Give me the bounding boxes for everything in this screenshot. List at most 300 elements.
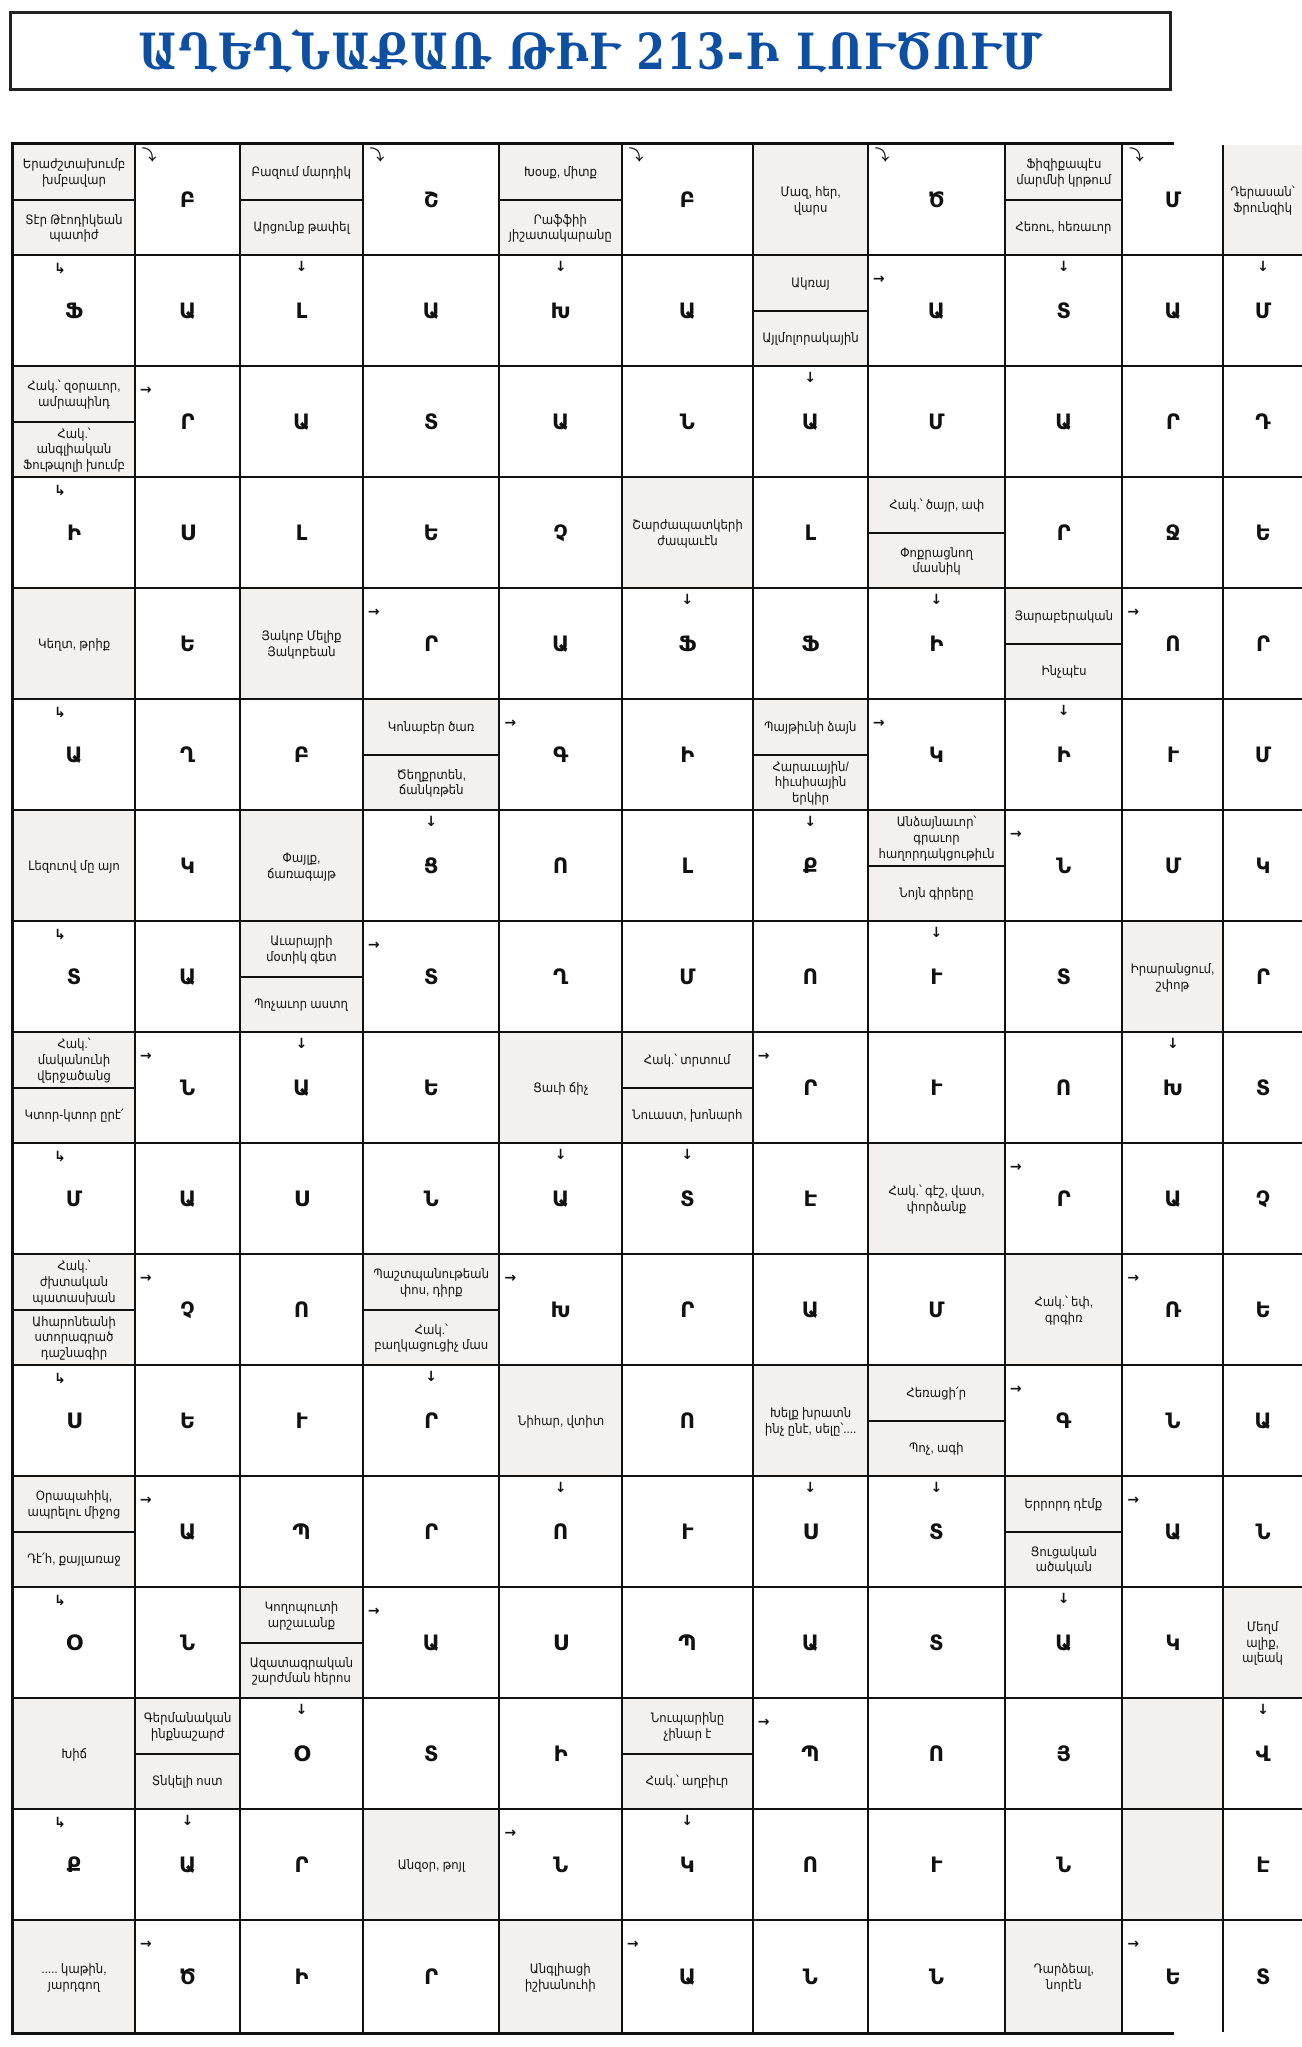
arrow-right-icon: → — [1009, 1381, 1022, 1397]
answer-cell[interactable] — [1006, 1033, 1124, 1144]
arrow-right-icon: → — [367, 604, 380, 620]
answer-letter: Է — [1256, 1852, 1270, 1877]
answer-cell[interactable] — [623, 1477, 754, 1588]
answer-cell[interactable] — [14, 700, 136, 811]
answer-cell[interactable] — [1224, 1477, 1301, 1588]
answer-letter: Յ — [1056, 1741, 1071, 1766]
answer-cell[interactable] — [364, 478, 500, 589]
clue-text: Այլմոլորակային — [762, 330, 859, 346]
answer-letter: Ն — [553, 1852, 569, 1877]
answer-cell[interactable] — [136, 478, 241, 589]
answer-cell[interactable] — [869, 1255, 1006, 1366]
answer-cell[interactable] — [241, 1255, 364, 1366]
answer-cell[interactable] — [1006, 1366, 1124, 1477]
arrow-right-icon: → — [139, 1936, 152, 1952]
puzzle-title-box — [9, 11, 1172, 91]
answer-cell[interactable] — [1006, 700, 1124, 811]
answer-cell[interactable] — [136, 700, 241, 811]
arrow-bent-down-icon: ⤵ — [1129, 148, 1144, 164]
clue-bottom — [1006, 201, 1122, 255]
answer-cell[interactable] — [754, 811, 869, 922]
answer-letter: Մ — [1164, 853, 1182, 878]
answer-cell[interactable] — [136, 367, 241, 478]
arrow-corner-right-icon: ↳ — [54, 261, 66, 277]
answer-letter: Լ — [804, 520, 817, 545]
answer-cell[interactable] — [1224, 700, 1301, 811]
answer-cell[interactable] — [136, 589, 241, 700]
answer-cell[interactable] — [136, 922, 241, 1033]
answer-cell[interactable] — [1006, 1810, 1124, 1921]
answer-cell[interactable] — [869, 700, 1006, 811]
answer-cell[interactable] — [1123, 1255, 1224, 1366]
answer-cell[interactable] — [500, 1588, 623, 1699]
answer-cell[interactable] — [623, 922, 754, 1033]
answer-letter: Մ — [928, 409, 945, 434]
answer-cell[interactable] — [364, 256, 500, 367]
split-clue-cell — [754, 256, 869, 367]
answer-cell[interactable] — [623, 1144, 754, 1255]
answer-letter: Ն — [928, 1964, 944, 1989]
clue-text: Արցունք թափել — [253, 219, 350, 235]
split-clue-cell — [14, 1033, 136, 1144]
arrow-down-icon: ↓ — [930, 925, 943, 941]
answer-letter: Տ — [423, 1741, 439, 1766]
clue-text: Յակոբ Մելիք Յակոբեան — [261, 627, 342, 659]
answer-cell[interactable] — [623, 1921, 754, 2032]
clue-bottom — [14, 1311, 134, 1365]
arrow-right-icon: → — [626, 1936, 639, 1952]
clue-cell — [14, 1921, 136, 2032]
answer-cell[interactable] — [754, 1477, 869, 1588]
answer-cell[interactable] — [241, 1810, 364, 1921]
answer-cell[interactable] — [136, 1255, 241, 1366]
answer-cell[interactable] — [14, 478, 136, 589]
clue-cell — [1224, 145, 1301, 256]
answer-cell[interactable] — [136, 1366, 241, 1477]
answer-cell[interactable] — [364, 1144, 500, 1255]
answer-cell[interactable] — [241, 478, 364, 589]
answer-cell[interactable] — [14, 922, 136, 1033]
answer-cell[interactable] — [241, 1699, 364, 1810]
answer-letter: Ֆ — [801, 631, 820, 656]
clue-text: Դերասան՝ Ֆրունզիկ — [1230, 183, 1296, 215]
answer-letter: Ղ — [180, 742, 196, 767]
answer-letter: Ր — [1165, 409, 1180, 434]
answer-cell[interactable] — [623, 1588, 754, 1699]
answer-cell[interactable] — [364, 811, 500, 922]
clue-top — [14, 1033, 134, 1089]
answer-letter: Չ — [553, 520, 568, 545]
answer-letter: Է — [803, 1186, 818, 1211]
answer-letter: Տ — [680, 1186, 695, 1211]
answer-letter: Ո — [293, 1297, 310, 1322]
answer-letter: Կ — [679, 1852, 695, 1877]
answer-cell[interactable] — [623, 1810, 754, 1921]
answer-cell[interactable] — [1123, 367, 1224, 478]
answer-cell[interactable] — [754, 367, 869, 478]
answer-letter: Ե — [179, 1408, 196, 1433]
answer-cell[interactable] — [1224, 1366, 1301, 1477]
answer-cell[interactable] — [1006, 1144, 1124, 1255]
answer-letter: Չ — [180, 1297, 195, 1322]
answer-cell[interactable] — [754, 922, 869, 1033]
arrow-right-icon: → — [139, 1270, 152, 1286]
answer-cell[interactable] — [1006, 922, 1124, 1033]
clue-top — [754, 700, 867, 756]
answer-cell[interactable] — [136, 1033, 241, 1144]
answer-cell[interactable] — [364, 1588, 500, 1699]
answer-cell[interactable] — [364, 922, 500, 1033]
answer-cell[interactable] — [869, 1810, 1006, 1921]
arrow-right-icon: → — [1009, 826, 1022, 842]
answer-cell[interactable] — [500, 1144, 623, 1255]
clue-text: Անզօր, թոյլ — [397, 1856, 465, 1872]
split-clue-cell — [364, 1255, 500, 1366]
arrow-corner-right-icon: ↳ — [54, 1371, 66, 1387]
answer-cell[interactable] — [623, 145, 754, 256]
clue-text: Փոքրացնող մասնիկ — [899, 544, 973, 576]
answer-cell[interactable] — [623, 367, 754, 478]
answer-cell[interactable] — [1123, 811, 1224, 922]
clue-text: Կոնաբեր ծառ — [387, 718, 475, 734]
answer-letter: Ր — [803, 1075, 818, 1100]
answer-letter: Ւ — [1166, 742, 1179, 767]
clue-cell — [500, 1366, 623, 1477]
clue-top — [869, 811, 1004, 867]
answer-cell[interactable] — [364, 1477, 500, 1588]
arrow-down-icon: ↓ — [930, 1480, 943, 1496]
answer-letter: Տ — [929, 1630, 944, 1655]
answer-cell[interactable] — [1123, 1477, 1224, 1588]
arrow-down-icon: ↓ — [681, 592, 694, 608]
answer-letter: Տ — [1056, 964, 1071, 989]
crossword-grid — [11, 142, 1296, 2035]
answer-cell[interactable] — [1224, 367, 1301, 478]
clue-bottom — [364, 1311, 498, 1365]
answer-cell[interactable] — [869, 1477, 1006, 1588]
answer-cell[interactable] — [136, 811, 241, 922]
answer-cell[interactable] — [241, 1921, 364, 2032]
answer-cell[interactable] — [500, 700, 623, 811]
clue-top — [14, 1255, 134, 1311]
split-clue-cell — [364, 700, 500, 811]
answer-cell[interactable] — [500, 367, 623, 478]
clue-text: Հակ.՝ եփ, գրգիռ — [1034, 1293, 1093, 1325]
answer-cell[interactable] — [754, 1255, 869, 1366]
arrow-corner-right-icon: ↳ — [54, 1149, 66, 1165]
answer-letter: Մ — [1254, 742, 1272, 767]
answer-cell[interactable] — [1224, 1921, 1301, 2032]
answer-cell[interactable] — [1123, 1588, 1224, 1699]
split-clue-cell — [14, 367, 136, 478]
answer-cell[interactable] — [623, 811, 754, 922]
answer-letter: Ր — [424, 631, 439, 656]
answer-cell[interactable] — [623, 1255, 754, 1366]
answer-cell[interactable] — [754, 478, 869, 589]
answer-cell[interactable] — [869, 922, 1006, 1033]
answer-cell[interactable] — [1123, 1921, 1224, 2032]
clue-top — [500, 145, 621, 201]
clue-text: Րաֆֆիի յիշատակարանը — [509, 211, 613, 243]
answer-letter: Գ — [552, 742, 569, 767]
answer-cell[interactable] — [754, 1810, 869, 1921]
answer-cell[interactable] — [500, 478, 623, 589]
answer-cell[interactable] — [869, 256, 1006, 367]
answer-letter: Տ — [1255, 1964, 1271, 1989]
answer-cell[interactable] — [14, 256, 136, 367]
arrow-down-icon: ↓ — [804, 1480, 817, 1496]
clue-bottom — [14, 1533, 134, 1587]
clue-text: Տնկելի ոստ — [152, 1773, 223, 1789]
answer-cell[interactable] — [869, 1588, 1006, 1699]
answer-cell[interactable] — [1123, 1366, 1224, 1477]
answer-letter: Ֆ — [678, 631, 697, 656]
answer-cell[interactable] — [1123, 1144, 1224, 1255]
clue-text: Անձայնաւոր՝ գրաւոր հաղորդակցութիւն — [878, 814, 995, 861]
clue-text: Խելք խրատն ինչ ընէ, սելը՝.... — [764, 1404, 856, 1436]
answer-letter: Բ — [679, 187, 695, 212]
answer-letter: Ր — [180, 409, 195, 434]
split-clue-cell — [241, 145, 364, 256]
clue-top — [364, 700, 498, 756]
answer-cell[interactable] — [754, 1144, 869, 1255]
answer-cell[interactable] — [364, 1366, 500, 1477]
arrow-right-icon: → — [139, 1492, 152, 1508]
answer-cell[interactable] — [754, 1033, 869, 1144]
answer-letter: Ր — [424, 1964, 439, 1989]
arrow-down-icon: ↓ — [1167, 1036, 1179, 1052]
answer-cell[interactable] — [1224, 1810, 1301, 1921]
answer-letter: Ա — [178, 1519, 197, 1544]
clue-text: Նիհար, վտիտ — [517, 1412, 604, 1428]
clue-text: Փայլք, ճառագայթ — [267, 849, 336, 881]
answer-letter: Ս — [293, 1186, 310, 1211]
answer-letter: Ր — [1056, 1186, 1071, 1211]
answer-cell[interactable] — [500, 811, 623, 922]
clue-text: Գերմանական ինքնաշարժ — [143, 1710, 232, 1741]
answer-letter: Ա — [678, 298, 696, 323]
clue-text: Լեզուով մը այո — [28, 857, 120, 873]
answer-cell[interactable] — [1224, 1144, 1301, 1255]
answer-cell[interactable] — [623, 1366, 754, 1477]
answer-cell[interactable] — [869, 1921, 1006, 2032]
answer-cell[interactable] — [1123, 589, 1224, 700]
split-clue-cell — [869, 478, 1006, 589]
answer-letter: Տ — [423, 964, 439, 989]
clue-cell — [1006, 1255, 1124, 1366]
answer-letter: Ր — [294, 1852, 309, 1877]
answer-cell[interactable] — [1006, 1588, 1124, 1699]
answer-letter: Խ — [1162, 1075, 1183, 1100]
answer-letter: Ն — [180, 1075, 196, 1100]
answer-letter: Ւ — [930, 1852, 943, 1877]
answer-cell[interactable] — [1224, 811, 1301, 922]
answer-cell[interactable] — [1006, 1699, 1124, 1810]
arrow-corner-right-icon: ↳ — [54, 705, 66, 721]
answer-cell[interactable] — [1224, 922, 1301, 1033]
arrow-corner-right-icon: ↳ — [54, 927, 66, 943]
answer-cell[interactable] — [500, 922, 623, 1033]
answer-cell[interactable] — [754, 589, 869, 700]
answer-cell[interactable] — [136, 1477, 241, 1588]
answer-cell[interactable] — [754, 1699, 869, 1810]
answer-cell[interactable] — [1006, 256, 1124, 367]
answer-letter: Շ — [423, 187, 439, 212]
clue-text: Հեռու, հեռաւոր — [1015, 219, 1112, 235]
answer-cell[interactable] — [754, 1921, 869, 2032]
answer-letter: Ա — [801, 1630, 819, 1655]
answer-cell[interactable] — [1123, 1033, 1224, 1144]
clue-text: Կողոպուտի արշաւանք — [264, 1599, 339, 1630]
answer-letter: Ո — [802, 1852, 818, 1877]
answer-letter: Ա — [552, 1186, 570, 1211]
arrow-down-icon: ↓ — [1057, 1591, 1070, 1607]
answer-cell[interactable] — [241, 1144, 364, 1255]
answer-cell[interactable] — [136, 145, 241, 256]
arrow-down-icon: ↓ — [554, 259, 567, 275]
answer-letter: Ա — [927, 298, 945, 323]
answer-letter: Մ — [65, 1186, 83, 1211]
arrow-down-icon: ↓ — [681, 1813, 694, 1829]
answer-cell[interactable] — [1224, 1033, 1301, 1144]
answer-cell[interactable] — [869, 367, 1006, 478]
answer-cell[interactable] — [500, 1699, 623, 1810]
answer-cell[interactable] — [136, 256, 241, 367]
clue-text: Ինչպէս — [1041, 663, 1087, 679]
answer-cell[interactable] — [364, 367, 500, 478]
clue-top — [623, 1033, 752, 1089]
answer-letter: Ի — [553, 1741, 568, 1766]
split-clue-cell — [14, 1477, 136, 1588]
answer-cell[interactable] — [1123, 700, 1224, 811]
answer-letter: Ւ — [295, 1408, 308, 1433]
answer-cell[interactable] — [1006, 811, 1124, 922]
answer-letter: Ա — [422, 298, 440, 323]
answer-letter: Ն — [1255, 1519, 1271, 1544]
answer-cell[interactable] — [1224, 256, 1301, 367]
clue-bottom — [1006, 645, 1122, 699]
clue-cell — [869, 1144, 1006, 1255]
answer-cell[interactable] — [754, 1588, 869, 1699]
answer-letter: Ս — [179, 520, 196, 545]
answer-cell[interactable] — [869, 145, 1006, 256]
answer-cell[interactable] — [136, 1810, 241, 1921]
arrow-bent-down-icon: ⤵ — [141, 148, 156, 164]
answer-cell[interactable] — [1006, 478, 1124, 589]
answer-letter: Ք — [66, 1852, 82, 1877]
answer-letter: Ի — [680, 742, 695, 767]
answer-cell[interactable] — [869, 589, 1006, 700]
answer-cell[interactable] — [14, 1366, 136, 1477]
answer-cell[interactable] — [241, 1366, 364, 1477]
answer-letter: Մ — [928, 1297, 945, 1322]
clue-text: Խօսք, միտք — [524, 163, 598, 179]
clue-text: Ցուցական ածական — [1030, 1543, 1097, 1575]
arrow-corner-right-icon: ↳ — [54, 483, 66, 499]
answer-cell[interactable] — [364, 145, 500, 256]
answer-cell[interactable] — [869, 1699, 1006, 1810]
puzzle-title: ԱՂԵՂՆԱՔԱՌ ԹԻՒ 213-Ի ԼՈՒԾՈՒՄ — [138, 21, 1043, 81]
answer-cell[interactable] — [364, 589, 500, 700]
answer-letter: Ր — [680, 1297, 695, 1322]
answer-letter: Օ — [293, 1741, 310, 1766]
answer-cell[interactable] — [623, 589, 754, 700]
answer-cell[interactable] — [500, 256, 623, 367]
answer-letter: Ա — [552, 409, 570, 434]
split-clue-cell — [623, 1033, 754, 1144]
clue-bottom — [754, 756, 867, 810]
clue-bottom — [869, 534, 1004, 588]
answer-letter: Ա — [65, 742, 83, 767]
clue-text: Յարաբերական — [1014, 607, 1113, 623]
arrow-down-icon: ↓ — [930, 592, 943, 608]
answer-letter: Բ — [293, 742, 310, 767]
answer-letter: Ե — [423, 520, 439, 545]
answer-cell[interactable] — [1224, 478, 1301, 589]
answer-cell[interactable] — [1006, 367, 1124, 478]
answer-cell[interactable] — [241, 1033, 364, 1144]
clue-text: Մազ, հեր, վարս — [780, 183, 841, 215]
clue-text: Իրարանցում, շփոթ — [1131, 960, 1215, 992]
answer-cell[interactable] — [500, 1477, 623, 1588]
answer-cell[interactable] — [1123, 256, 1224, 367]
answer-letter: Կ — [180, 853, 195, 878]
answer-letter: Ց — [423, 853, 439, 878]
clue-cell — [754, 145, 869, 256]
clue-cell — [14, 811, 136, 922]
answer-cell[interactable] — [1224, 1699, 1301, 1810]
answer-cell[interactable] — [623, 256, 754, 367]
arrow-down-icon: ↓ — [1257, 1702, 1269, 1718]
answer-cell[interactable] — [1224, 589, 1301, 700]
answer-letter: Ն — [180, 1630, 196, 1655]
answer-cell[interactable] — [364, 1033, 500, 1144]
answer-cell[interactable] — [14, 1810, 136, 1921]
answer-cell[interactable] — [241, 367, 364, 478]
answer-cell[interactable] — [364, 1921, 500, 2032]
arrow-right-icon: → — [1127, 604, 1140, 620]
clue-text: Նուաստ, խոնարհ — [632, 1107, 743, 1123]
arrow-right-icon: → — [872, 715, 885, 731]
clue-bottom — [14, 1089, 134, 1143]
answer-cell[interactable] — [14, 1144, 136, 1255]
clue-top — [241, 1588, 362, 1644]
answer-letter: Տ — [66, 964, 82, 989]
answer-cell[interactable] — [1123, 478, 1224, 589]
answer-cell[interactable] — [241, 1477, 364, 1588]
split-clue-cell — [623, 1699, 754, 1810]
answer-cell[interactable] — [1224, 1255, 1301, 1366]
answer-cell[interactable] — [241, 256, 364, 367]
answer-letter: Ծ — [179, 1964, 196, 1989]
answer-cell[interactable] — [500, 589, 623, 700]
answer-cell[interactable] — [14, 1588, 136, 1699]
answer-cell[interactable] — [136, 1921, 241, 2032]
answer-cell[interactable] — [500, 1810, 623, 1921]
answer-cell[interactable] — [136, 1588, 241, 1699]
answer-letter: Ա — [178, 298, 197, 323]
answer-cell[interactable] — [364, 1699, 500, 1810]
split-clue-cell — [136, 1699, 241, 1810]
answer-cell[interactable] — [500, 1255, 623, 1366]
answer-cell[interactable] — [1123, 145, 1224, 256]
split-clue-cell — [500, 145, 623, 256]
split-clue-cell — [241, 1588, 364, 1699]
answer-cell[interactable] — [241, 700, 364, 811]
answer-cell[interactable] — [623, 700, 754, 811]
answer-cell[interactable] — [869, 1033, 1006, 1144]
answer-cell[interactable] — [136, 1144, 241, 1255]
